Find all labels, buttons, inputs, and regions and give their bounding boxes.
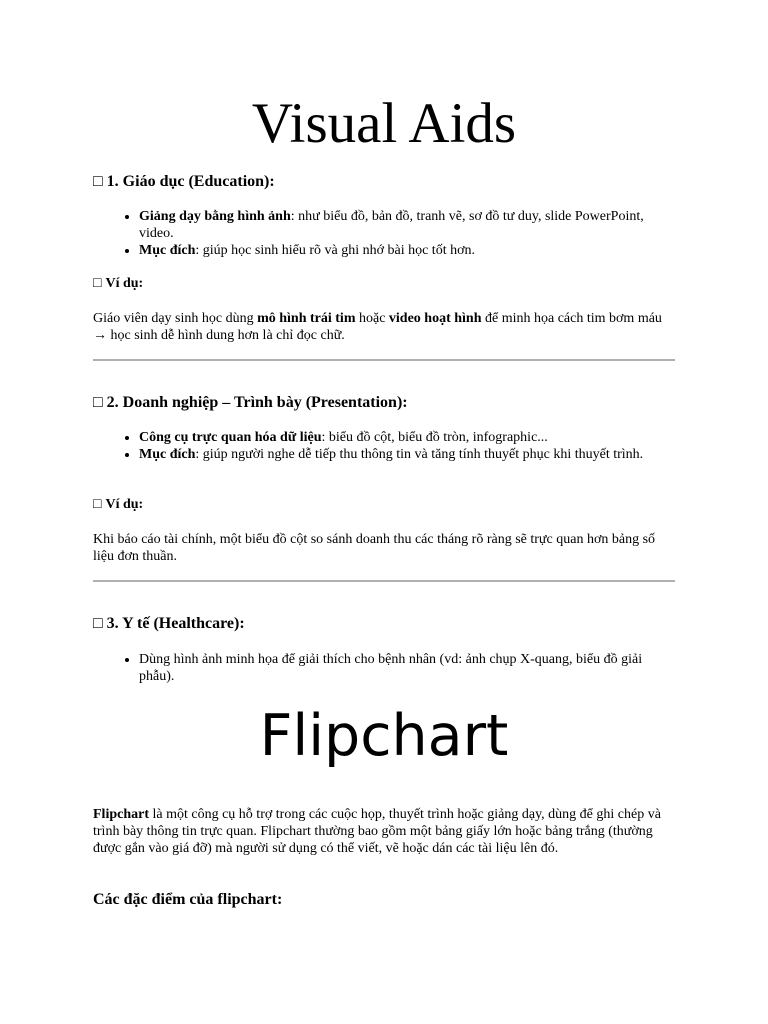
list-item [139, 446, 679, 463]
example-label-text: Ví dụ: [105, 497, 144, 512]
bullet-text: : giúp người nghe dễ tiếp thu thông tin và tăng tính thuyết phục khi thuyết trình. [195, 447, 644, 462]
section-divider [93, 580, 675, 582]
bullet-bold-term: Công cụ trực quan hóa dữ liệu [139, 430, 322, 445]
example-bold-term: mô hình trái tim [257, 311, 356, 326]
checkbox-glyph-icon: □ [93, 394, 103, 411]
list-item [139, 651, 679, 685]
example-bold-term: video hoạt hình [388, 311, 482, 326]
bullet-text: : biểu đồ cột, biểu đồ tròn, infographic... [321, 430, 548, 445]
section-heading-healthcare [93, 614, 245, 634]
flipchart-intro-text: là một công cụ hỗ trợ trong các cuộc họp, thuyết trình hoặc giảng dạy, dùng để ghi chép và trình bày thông tin trực quan. Flipchart thường bao gồm một bảng giấy lớn hoặc bảng trắng (thường được gắn vào giá đỡ) mà người sử dụng có thể viết, vẽ hoặc dán các tài liệu lên đó. [93, 807, 661, 856]
flipchart-intro-paragraph [93, 806, 675, 857]
bullet-bold-term: Mục đích [139, 243, 196, 258]
section-heading-text: 2. Doanh nghiệp – Trình bày (Presentation): [106, 394, 408, 411]
document-title: Visual Aids [251, 92, 517, 155]
bullet-text: : giúp học sinh hiểu rõ và ghi nhớ bài học tốt hơn. [195, 243, 475, 258]
checkbox-glyph-icon: □ [93, 497, 102, 512]
list-item [139, 242, 679, 259]
list-item [139, 429, 679, 446]
flipchart-title: Flipchart [259, 703, 509, 769]
presentation-bullet-list [93, 429, 679, 463]
example-label [93, 275, 143, 292]
section-heading-text: 3. Y tế (Healthcare): [106, 615, 245, 632]
bullet-bold-term: Giảng dạy bằng hình ảnh [139, 209, 291, 224]
example-label [93, 496, 143, 513]
flipchart-features-heading: Các đặc điểm của flipchart: [93, 891, 283, 908]
section-heading-presentation [93, 393, 408, 413]
section-heading-text: 1. Giáo dục (Education): [106, 173, 275, 190]
education-example-paragraph [93, 310, 675, 344]
bullet-bold-term: Mục đích [139, 447, 196, 462]
example-text: hoặc [355, 311, 389, 326]
flipchart-intro-bold: Flipchart [93, 807, 149, 822]
checkbox-glyph-icon: □ [93, 173, 103, 190]
presentation-example-paragraph: Khi báo cáo tài chính, một biểu đồ cột so sánh doanh thu các tháng rõ ràng sẽ trực quan hơn bảng số liệu đơn thuần. [93, 532, 656, 564]
example-text: Giáo viên dạy sinh học dùng [93, 311, 258, 326]
healthcare-bullet-list [93, 651, 679, 685]
bullet-text: : như biểu đồ, bản đồ, tranh vẽ, sơ đồ tư duy, slide PowerPoint, video. [139, 209, 644, 241]
checkbox-glyph-icon: □ [93, 276, 102, 291]
bullet-text: Dùng hình ảnh minh họa để giải thích cho bệnh nhân (vd: ảnh chụp X-quang, biểu đồ giải phẫu). [139, 652, 643, 684]
example-text: để minh họa cách tim bơm máu → học sinh dễ hình dung hơn là chỉ đọc chữ. [93, 311, 662, 343]
education-bullet-list [93, 208, 679, 259]
list-item [139, 208, 679, 242]
section-heading-education [93, 172, 275, 192]
example-label-text: Ví dụ: [105, 276, 144, 291]
checkbox-glyph-icon: □ [93, 615, 103, 632]
section-divider [93, 359, 675, 361]
